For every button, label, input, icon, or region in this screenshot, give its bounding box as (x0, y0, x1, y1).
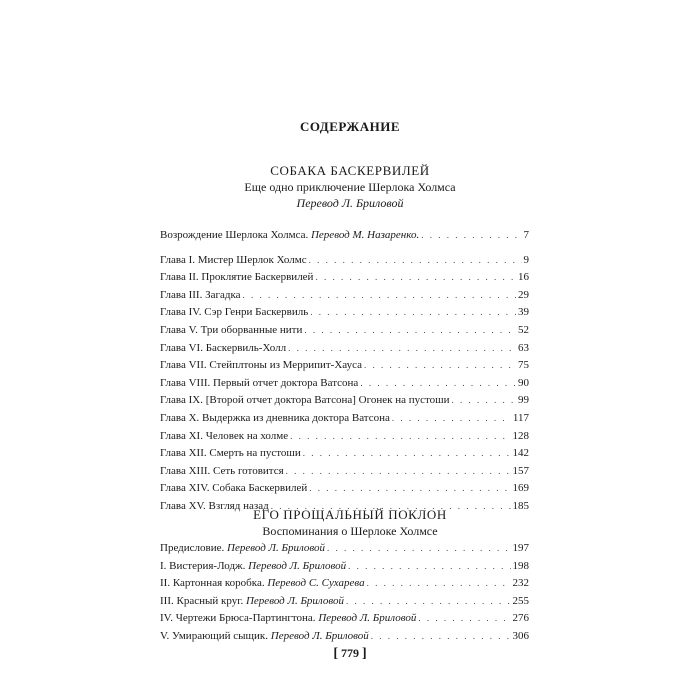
toc-entry-text: Глава IX. [Второй отчет доктора Ватсона] Огонек на пустоши (160, 394, 450, 407)
toc-entry-page: 117 (512, 411, 529, 424)
toc-entry-text: Глава III. Загадка (160, 288, 241, 301)
toc-entry-text: Глава II. Проклятие Баскервилей (160, 271, 314, 284)
toc-entry-translator: Перевод Л. Бриловой (318, 612, 417, 625)
toc-entry (160, 392, 529, 410)
toc-entry (160, 410, 529, 428)
dot-leader (392, 410, 511, 428)
toc-entry-page: 128 (512, 429, 529, 442)
page-number (0, 646, 700, 662)
section-translator: Перевод Л. Бриловой (296, 196, 404, 210)
toc-list-baskervilles (160, 227, 529, 516)
section-header-last-bow (0, 506, 700, 539)
contents-title: СОДЕРЖАНИЕ (299, 119, 401, 134)
toc-entry-text: Глава I. Мистер Шерлок Холмс (160, 253, 307, 266)
page-number-value: 779 (341, 646, 359, 660)
toc-entry (160, 593, 529, 611)
page-number-bracket-right: ] (362, 646, 367, 661)
toc-entry-page: 142 (512, 447, 529, 460)
dot-leader (421, 227, 521, 245)
toc-entry (160, 428, 529, 446)
dot-leader (286, 463, 511, 481)
toc-entry-page: 198 (512, 559, 529, 572)
toc-entry (160, 610, 529, 628)
toc-entry-page: 306 (512, 629, 529, 642)
toc-entry-translator: Перевод Л. Бриловой (248, 559, 347, 572)
dot-leader (364, 357, 516, 375)
toc-entry-page: 276 (512, 612, 529, 625)
toc-entry (160, 628, 529, 646)
toc-entry (160, 340, 529, 358)
toc-entry-page: 157 (512, 464, 529, 477)
toc-entry-text: Глава XI. Человек на холме (160, 429, 289, 442)
dot-leader (304, 322, 516, 340)
toc-entry-text: Глава XV. Взгляд назад (160, 499, 269, 512)
toc-entry (160, 322, 529, 340)
toc-entry-text: Глава XII. Смерть на пустоши (160, 447, 301, 460)
toc-entry-translator: Перевод Л. Бриловой (227, 542, 326, 554)
toc-entry (160, 375, 529, 393)
dot-leader (315, 269, 516, 287)
toc-entry (160, 287, 529, 305)
toc-entry-text: IV. Чертежи Брюса-Партингтона. Перевод Л. Бриловой (160, 612, 417, 625)
toc-entry-page: 7 (523, 229, 529, 241)
section-subtitle: Еще одно приключение Шерлока Холмса (244, 180, 456, 194)
toc-entry-text: Глава IV. Сэр Генри Баскервиль (160, 306, 309, 319)
toc-entry-text: Глава XIV. Собака Баскервилей (160, 482, 308, 495)
toc-entry-page: 75 (518, 359, 529, 372)
toc-list-last-bow (160, 540, 529, 646)
toc-entry (160, 357, 529, 375)
toc-entry-page: 255 (512, 594, 529, 607)
dot-leader (309, 480, 510, 498)
toc-entry-text: Глава VII. Стейплтоны из Меррипит-Хауса (160, 359, 362, 372)
section-subtitle: Воспоминания о Шерлоке Холмсе (262, 524, 438, 538)
dot-leader (367, 575, 511, 593)
dot-leader (371, 628, 511, 646)
dot-leader (290, 428, 510, 446)
toc-entry (160, 252, 529, 270)
dot-leader (360, 375, 516, 393)
dot-leader (303, 445, 511, 463)
toc-entry-text: I. Вистерия-Лодж. Перевод Л. Бриловой (160, 559, 347, 572)
toc-entry-text: II. Картонная коробка. Перевод С. Сухарева (160, 577, 365, 590)
toc-entry-page: 232 (512, 577, 529, 590)
dot-leader (309, 252, 522, 270)
toc-entry (160, 445, 529, 463)
toc-entry-text: Глава V. Три оборванные нити (160, 323, 303, 336)
toc-entry-page: 63 (518, 341, 529, 354)
toc-entry (160, 269, 529, 287)
dot-leader (243, 287, 516, 305)
toc-entry-text: Глава XIII. Сеть готовится (160, 464, 284, 477)
toc-entry (160, 558, 529, 576)
dot-leader (310, 304, 516, 322)
dot-leader (348, 558, 510, 576)
toc-entry-text: Предисловие. Перевод Л. Бриловой (160, 542, 326, 554)
dot-leader (288, 340, 516, 358)
section-title: СОБАКА БАСКЕРВИЛЕЙ (270, 163, 430, 178)
toc-entry-translator: Перевод Л. Бриловой (245, 594, 344, 607)
toc-entry-text: Глава VIII. Первый отчет доктора Ватсона (160, 376, 359, 389)
toc-entry (160, 304, 529, 322)
toc-entry-page: 29 (518, 288, 529, 301)
toc-entry-page: 90 (518, 376, 529, 389)
dot-leader (346, 593, 511, 611)
toc-entry-page: 169 (512, 482, 529, 495)
section-title: ЕГО ПРОЩАЛЬНЫЙ ПОКЛОН (253, 507, 447, 522)
toc-entry-page: 52 (518, 323, 529, 336)
toc-entry-text: Глава VI. Баскервиль-Холл (160, 341, 287, 354)
toc-entry-page: 9 (523, 253, 529, 266)
toc-entry-text: III. Красный круг. Перевод Л. Бриловой (160, 594, 344, 607)
toc-entry (160, 463, 529, 481)
dot-leader (327, 540, 510, 558)
toc-entry-text: Возрождение Шерлока Холмса. Перевод М. Назаренко. (160, 229, 420, 241)
toc-entry-page: 39 (518, 306, 529, 319)
dot-leader (418, 610, 510, 628)
toc-entry-translator: Перевод Л. Бриловой (270, 629, 369, 642)
toc-entry-page: 197 (512, 542, 529, 554)
dot-leader (452, 392, 516, 410)
toc-entry-translator: Перевод М. Назаренко. (310, 229, 420, 241)
toc-entry-text: Глава X. Выдержка из дневника доктора Ватсона (160, 411, 390, 424)
toc-entry-page: 99 (518, 394, 529, 407)
toc-entry (160, 540, 529, 558)
toc-entry-page: 16 (518, 271, 529, 284)
section-header-baskervilles (0, 162, 700, 212)
toc-entry-page: 185 (512, 499, 529, 512)
toc-entry-text: V. Умирающий сыщик. Перевод Л. Бриловой (160, 629, 369, 642)
toc-entry (160, 227, 529, 245)
toc-entry (160, 480, 529, 498)
page-number-bracket-left: [ (333, 646, 338, 661)
toc-entry (160, 575, 529, 593)
toc-entry-translator: Перевод С. Сухарева (267, 577, 365, 590)
